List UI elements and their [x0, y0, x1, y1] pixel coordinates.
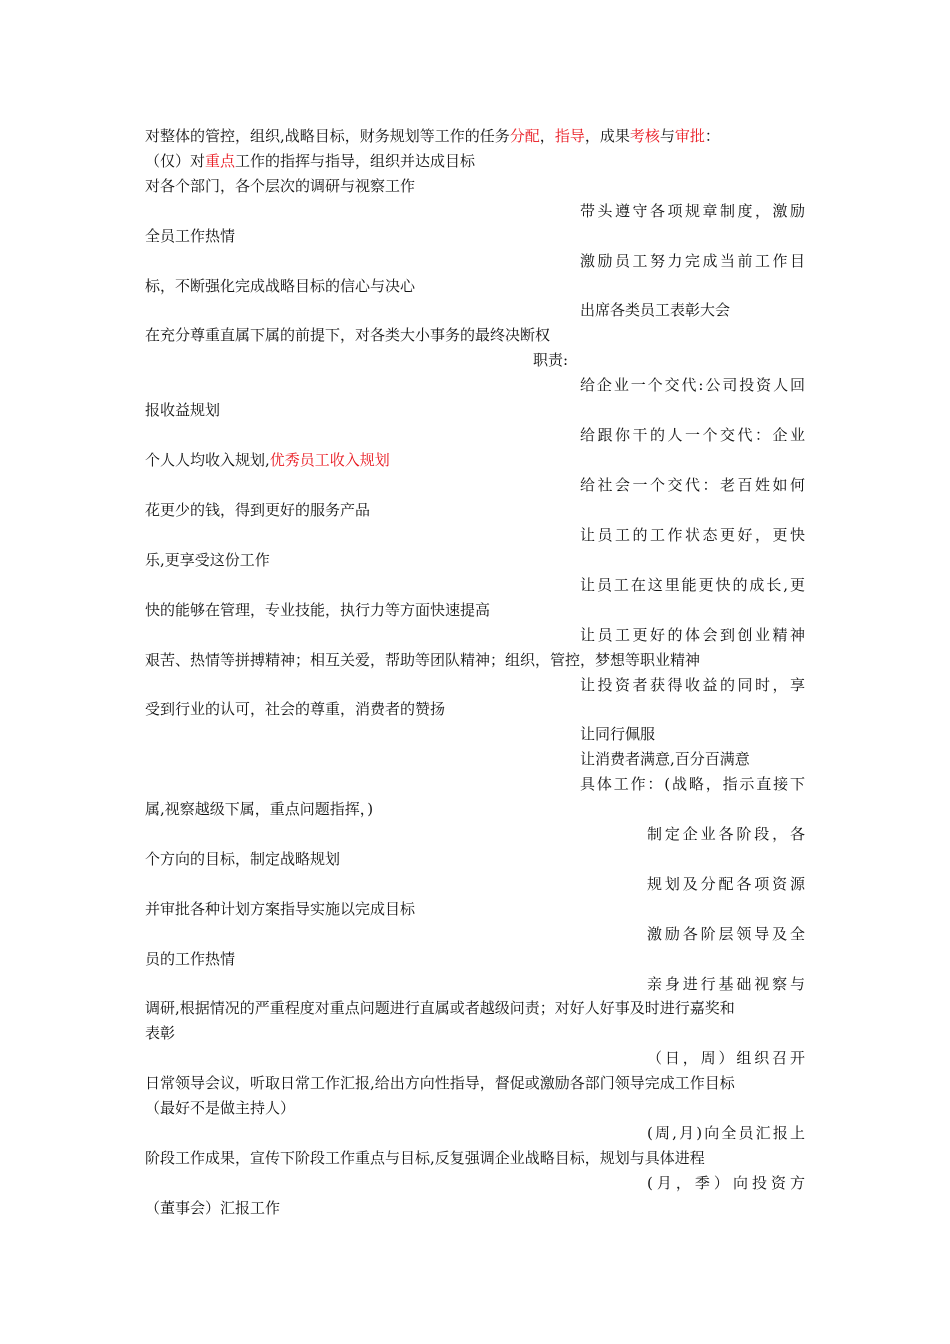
line-continuation: 阶段工作成果，宣传下阶段工作重点与目标,反复强调企业战略目标，规划与具体进程: [145, 1149, 705, 1167]
line-continuation: 个方向的目标，制定战略规划: [145, 850, 341, 868]
line-indented: 让消费者满意,百分百满意: [580, 750, 750, 768]
line-indented: (周,月)向全员汇报上: [647, 1124, 805, 1142]
line-research: 对各个部门，各个层次的调研与视察工作: [145, 177, 416, 195]
highlight-guidance: 指导: [554, 127, 585, 145]
line-indented: 制定企业各阶段，各: [647, 825, 805, 843]
line-indented: 给企业一个交代:公司投资人回: [580, 376, 805, 394]
line-continuation: 表彰: [145, 1024, 176, 1042]
line-indented: 让投资者获得收益的同时，享: [580, 676, 805, 694]
highlight-key: 重点: [205, 152, 236, 170]
line-indented: 让员工更好的体会到创业精神: [580, 626, 805, 644]
highlight-excellent-income: 优秀员工收入规划: [269, 451, 390, 469]
line-continuation: （最好不是做主持人）: [145, 1099, 296, 1117]
text-span: 对整体的管控，组织,战略目标，财务规划等工作的任务: [145, 127, 510, 145]
section-heading-duties: 职责:: [533, 351, 569, 369]
line-continuation: 快的能够在管理，专业技能，执行力等方面快速提高: [145, 601, 491, 619]
line-indented: 带头遵守各项规章制度，激励: [580, 202, 805, 220]
line-continuation: 日常领导会议，听取日常工作汇报,给出方向性指导，督促或激励各部门领导完成工作目标: [145, 1074, 735, 1092]
line-continuation: 受到行业的认可，社会的尊重，消费者的赞扬: [145, 700, 446, 718]
line-indented: (月，季）向投资方: [647, 1174, 805, 1192]
line-indented: 规划及分配各项资源: [647, 875, 805, 893]
line-continuation: （董事会）汇报工作: [145, 1199, 281, 1217]
text-span: 工作的指挥与指导，组织并达成目标: [235, 152, 476, 170]
line-continuation: 艰苦、热情等拼搏精神；相互关爱，帮助等团队精神；组织，管控，梦想等职业精神: [145, 651, 701, 669]
line-continuation: 标，不断强化完成战略目标的信心与决心: [145, 277, 416, 295]
line-indented: 让同行佩服: [580, 725, 656, 743]
line-indented: 让员工在这里能更快的成长,更: [580, 576, 805, 594]
line-indented: 激励员工努力完成当前工作目: [580, 252, 805, 270]
line-indented: 给跟你干的人一个交代：企业: [580, 426, 805, 444]
line-continuation: 并审批各种计划方案指导实施以完成目标: [145, 900, 416, 918]
text-span: 与: [659, 127, 675, 145]
line-continuation: 员的工作热情: [145, 950, 236, 968]
line-continuation: 花更少的钱，得到更好的服务产品: [145, 501, 371, 519]
line-indented: （日，周）组织召开: [647, 1049, 805, 1067]
line-continuation: 属,视察越级下属，重点问题指挥，): [145, 800, 374, 818]
line-indented: 给社会一个交代：老百姓如何: [580, 476, 805, 494]
line-final-decision: 在充分尊重直属下属的前提下，对各类大小事务的最终决断权: [145, 326, 551, 344]
highlight-assessment: 考核: [629, 127, 660, 145]
line-continuation: 全员工作热情: [145, 227, 236, 245]
text-span: 个人人均收入规划,: [145, 451, 270, 469]
line-continuation: 报收益规划: [145, 401, 221, 419]
text-span: ：: [704, 127, 720, 145]
line-specific-work: 具体工作：(战略，指示直接下: [580, 775, 805, 793]
line-continuation: 乐,更享受这份工作: [145, 551, 270, 569]
line-indented: 让员工的工作状态更好，更快: [580, 526, 805, 544]
line-indented: 出席各类员工表彰大会: [580, 301, 731, 319]
line-income-planning: [145, 450, 805, 470]
line-indented: 激励各阶层领导及全: [647, 925, 805, 943]
line-continuation: 调研,根据情况的严重程度对重点问题进行直属或者越级问责；对好人好事及时进行嘉奖和: [145, 999, 735, 1017]
line-overall-control: [145, 126, 805, 146]
line-key-work: [145, 151, 805, 171]
text-span: （仅）对: [145, 152, 206, 170]
highlight-allocation: 分配: [509, 127, 540, 145]
highlight-approval: 审批: [674, 127, 705, 145]
line-indented: 亲身进行基础视察与: [647, 975, 805, 993]
text-span: ，成果: [584, 127, 630, 145]
text-span: ，: [539, 127, 555, 145]
